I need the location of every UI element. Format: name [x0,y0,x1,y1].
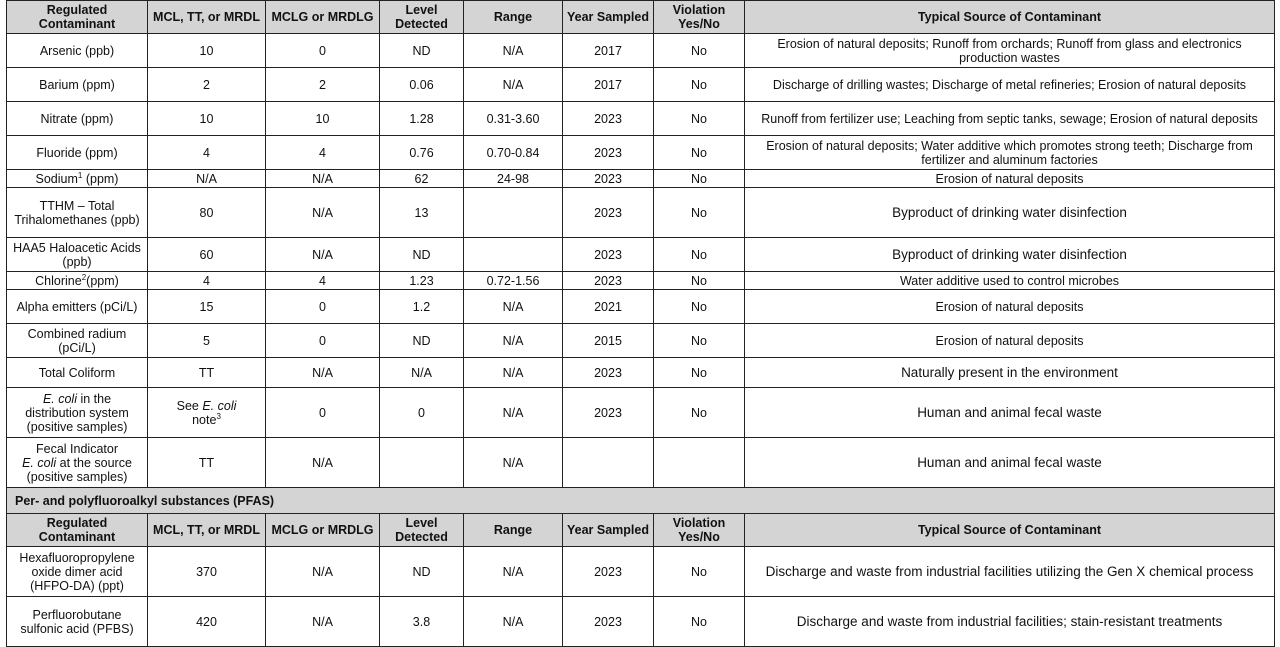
contaminant-cell: Nitrate (ppm) [7,102,148,136]
range-cell [464,238,563,272]
violation-cell: No [654,170,745,188]
level-cell: N/A [380,358,464,388]
contaminant-cell: Perfluorobutane sulfonic acid (PFBS) [7,597,148,647]
contaminant-prefix: Fecal Indicator [36,441,118,456]
contaminant-name: Chlorine [35,273,82,288]
year-cell: 2021 [563,290,654,324]
mcl-cell: TT [148,438,266,488]
source-cell: Human and animal fecal waste [745,438,1275,488]
col-header: Year Sampled [563,514,654,547]
table-row [7,324,1275,358]
source-cell: Erosion of natural deposits [745,170,1275,188]
source-cell: Naturally present in the environment [745,358,1275,388]
contaminant-unit: (ppm) [86,273,119,288]
source-cell: Discharge and waste from industrial facilities utilizing the Gen X chemical process [745,547,1275,597]
violation-cell: No [654,358,745,388]
range-cell: N/A [464,324,563,358]
violation-cell: No [654,547,745,597]
mcl-note: note [192,412,217,427]
violation-cell: No [654,136,745,170]
mclg-cell: N/A [266,438,380,488]
contaminants-table [6,0,1275,647]
footnote-marker: 2 [81,272,87,282]
year-cell [563,438,654,488]
header-row [7,1,1275,34]
contaminant-cell: TTHM – Total Trihalomethanes (ppb) [7,188,148,238]
footnote-marker: 1 [77,170,83,180]
mcl-cell: 420 [148,597,266,647]
contaminant-unit: (ppm) [85,171,119,186]
mcl-see: See [176,398,199,413]
col-header: Range [464,514,563,547]
col-header: MCLG or MRDLG [266,514,380,547]
violation-cell: No [654,34,745,68]
level-cell: 62 [380,170,464,188]
source-cell: Human and animal fecal waste [745,388,1275,438]
table-row [7,438,1275,488]
mclg-cell: 0 [266,290,380,324]
violation-cell: No [654,290,745,324]
contaminant-cell: Alpha emitters (pCi/L) [7,290,148,324]
source-cell: Erosion of natural deposits; Water additive which promotes strong teeth; Discharge from fertilizer and aluminum factories [745,136,1275,170]
violation-cell: No [654,102,745,136]
mcl-cell: 10 [148,102,266,136]
col-header: Regulated Contaminant [7,1,148,34]
source-cell: Erosion of natural deposits [745,290,1275,324]
contaminant-cell: Combined radium (pCi/L) [7,324,148,358]
col-header: Year Sampled [563,1,654,34]
range-cell: N/A [464,68,563,102]
col-header: Typical Source of Contaminant [745,1,1275,34]
contaminant-cell [7,272,148,290]
contaminant-cell: Fluoride (ppm) [7,136,148,170]
mcl-cell: 80 [148,188,266,238]
contaminant-cell [7,388,148,438]
mcl-cell: 4 [148,272,266,290]
mclg-cell: 2 [266,68,380,102]
contaminant-cell [7,170,148,188]
level-cell: 0.76 [380,136,464,170]
range-cell: N/A [464,358,563,388]
level-cell: 0.06 [380,68,464,102]
col-header: Range [464,1,563,34]
violation-cell: No [654,388,745,438]
mcl-cell: 10 [148,34,266,68]
level-cell [380,438,464,488]
source-cell: Erosion of natural deposits [745,324,1275,358]
col-header: Violation Yes/No [654,514,745,547]
source-cell: Discharge and waste from industrial facilities; stain-resistant treatments [745,597,1275,647]
table-row [7,358,1275,388]
table-row [7,188,1275,238]
mcl-cell: 4 [148,136,266,170]
mcl-cell: N/A [148,170,266,188]
col-header: MCLG or MRDLG [266,1,380,34]
mcl-cell: 15 [148,290,266,324]
col-header: Violation Yes/No [654,1,745,34]
level-cell: 1.28 [380,102,464,136]
year-cell: 2015 [563,324,654,358]
contaminant-cell: Arsenic (ppb) [7,34,148,68]
year-cell: 2017 [563,68,654,102]
ecoli-label: E. coli [22,455,57,470]
contaminant-cell: Total Coliform [7,358,148,388]
table-row [7,388,1275,438]
violation-cell: No [654,324,745,358]
contaminant-name: in the distribution system (positive samples) [25,391,129,434]
violation-cell: No [654,68,745,102]
level-cell: 3.8 [380,597,464,647]
source-cell: Water additive used to control microbes [745,272,1275,290]
contaminant-cell: Barium (ppm) [7,68,148,102]
col-header: Level Detected [380,1,464,34]
year-cell: 2023 [563,272,654,290]
source-cell: Byproduct of drinking water disinfection [745,238,1275,272]
mcl-cell: 370 [148,547,266,597]
level-cell: ND [380,34,464,68]
year-cell: 2023 [563,136,654,170]
mclg-cell: N/A [266,358,380,388]
violation-cell [654,438,745,488]
range-cell: 24-98 [464,170,563,188]
level-cell: ND [380,324,464,358]
range-cell: N/A [464,547,563,597]
section-row [7,488,1275,514]
year-cell: 2023 [563,238,654,272]
level-cell: 13 [380,188,464,238]
source-cell: Discharge of drilling wastes; Discharge of metal refineries; Erosion of natural deposits [745,68,1275,102]
year-cell: 2023 [563,170,654,188]
col-header: MCL, TT, or MRDL [148,514,266,547]
range-cell: 0.31-3.60 [464,102,563,136]
mclg-cell: N/A [266,597,380,647]
mclg-cell: N/A [266,547,380,597]
level-cell: ND [380,547,464,597]
year-cell: 2023 [563,358,654,388]
mclg-cell: 0 [266,34,380,68]
level-cell: ND [380,238,464,272]
violation-cell: No [654,238,745,272]
mclg-cell: 10 [266,102,380,136]
source-cell: Erosion of natural deposits; Runoff from orchards; Runoff from glass and electronics production wastes [745,34,1275,68]
footnote-marker: 3 [216,411,221,421]
table-row [7,170,1275,188]
mcl-cell: 60 [148,238,266,272]
range-cell: N/A [464,34,563,68]
violation-cell: No [654,188,745,238]
range-cell: N/A [464,597,563,647]
mclg-cell: 0 [266,324,380,358]
year-cell: 2023 [563,547,654,597]
contaminant-cell: HAA5 Haloacetic Acids (ppb) [7,238,148,272]
col-header: Level Detected [380,514,464,547]
mcl-cell: 5 [148,324,266,358]
source-cell: Byproduct of drinking water disinfection [745,188,1275,238]
year-cell: 2017 [563,34,654,68]
range-cell [464,188,563,238]
table-row [7,136,1275,170]
mclg-cell: 0 [266,388,380,438]
contaminant-name: Sodium [35,171,78,186]
mclg-cell: N/A [266,170,380,188]
table-row [7,238,1275,272]
year-cell: 2023 [563,597,654,647]
table-row [7,597,1275,647]
range-cell: N/A [464,290,563,324]
col-header: Regulated Contaminant [7,514,148,547]
mclg-cell: N/A [266,238,380,272]
ecoli-label: E. coli [42,391,77,406]
year-cell: 2023 [563,188,654,238]
range-cell: 0.72-1.56 [464,272,563,290]
violation-cell: No [654,272,745,290]
table-row [7,34,1275,68]
table-row [7,290,1275,324]
range-cell: N/A [464,388,563,438]
mcl-cell: 2 [148,68,266,102]
table-row [7,547,1275,597]
year-cell: 2023 [563,102,654,136]
mclg-cell: 4 [266,136,380,170]
year-cell: 2023 [563,388,654,438]
section-title: Per- and polyfluoroalkyl substances (PFAS) [7,488,1275,514]
table-row [7,102,1275,136]
contaminant-cell [7,438,148,488]
range-cell: N/A [464,438,563,488]
table-row [7,272,1275,290]
mcl-cell: TT [148,358,266,388]
col-header: Typical Source of Contaminant [745,514,1275,547]
source-cell: Runoff from fertilizer use; Leaching from septic tanks, sewage; Erosion of natural deposits [745,102,1275,136]
table-row [7,68,1275,102]
level-cell: 0 [380,388,464,438]
level-cell: 1.2 [380,290,464,324]
col-header: MCL, TT, or MRDL [148,1,266,34]
range-cell: 0.70-0.84 [464,136,563,170]
header-row [7,514,1275,547]
violation-cell: No [654,597,745,647]
level-cell: 1.23 [380,272,464,290]
contaminant-cell: Hexafluoropropylene oxide dimer acid (HFPO-DA) (ppt) [7,547,148,597]
contaminant-name: at the source (positive samples) [26,455,132,484]
mclg-cell: N/A [266,188,380,238]
ecoli-label: E. coli [202,398,237,413]
mcl-cell [148,388,266,438]
mclg-cell: 4 [266,272,380,290]
